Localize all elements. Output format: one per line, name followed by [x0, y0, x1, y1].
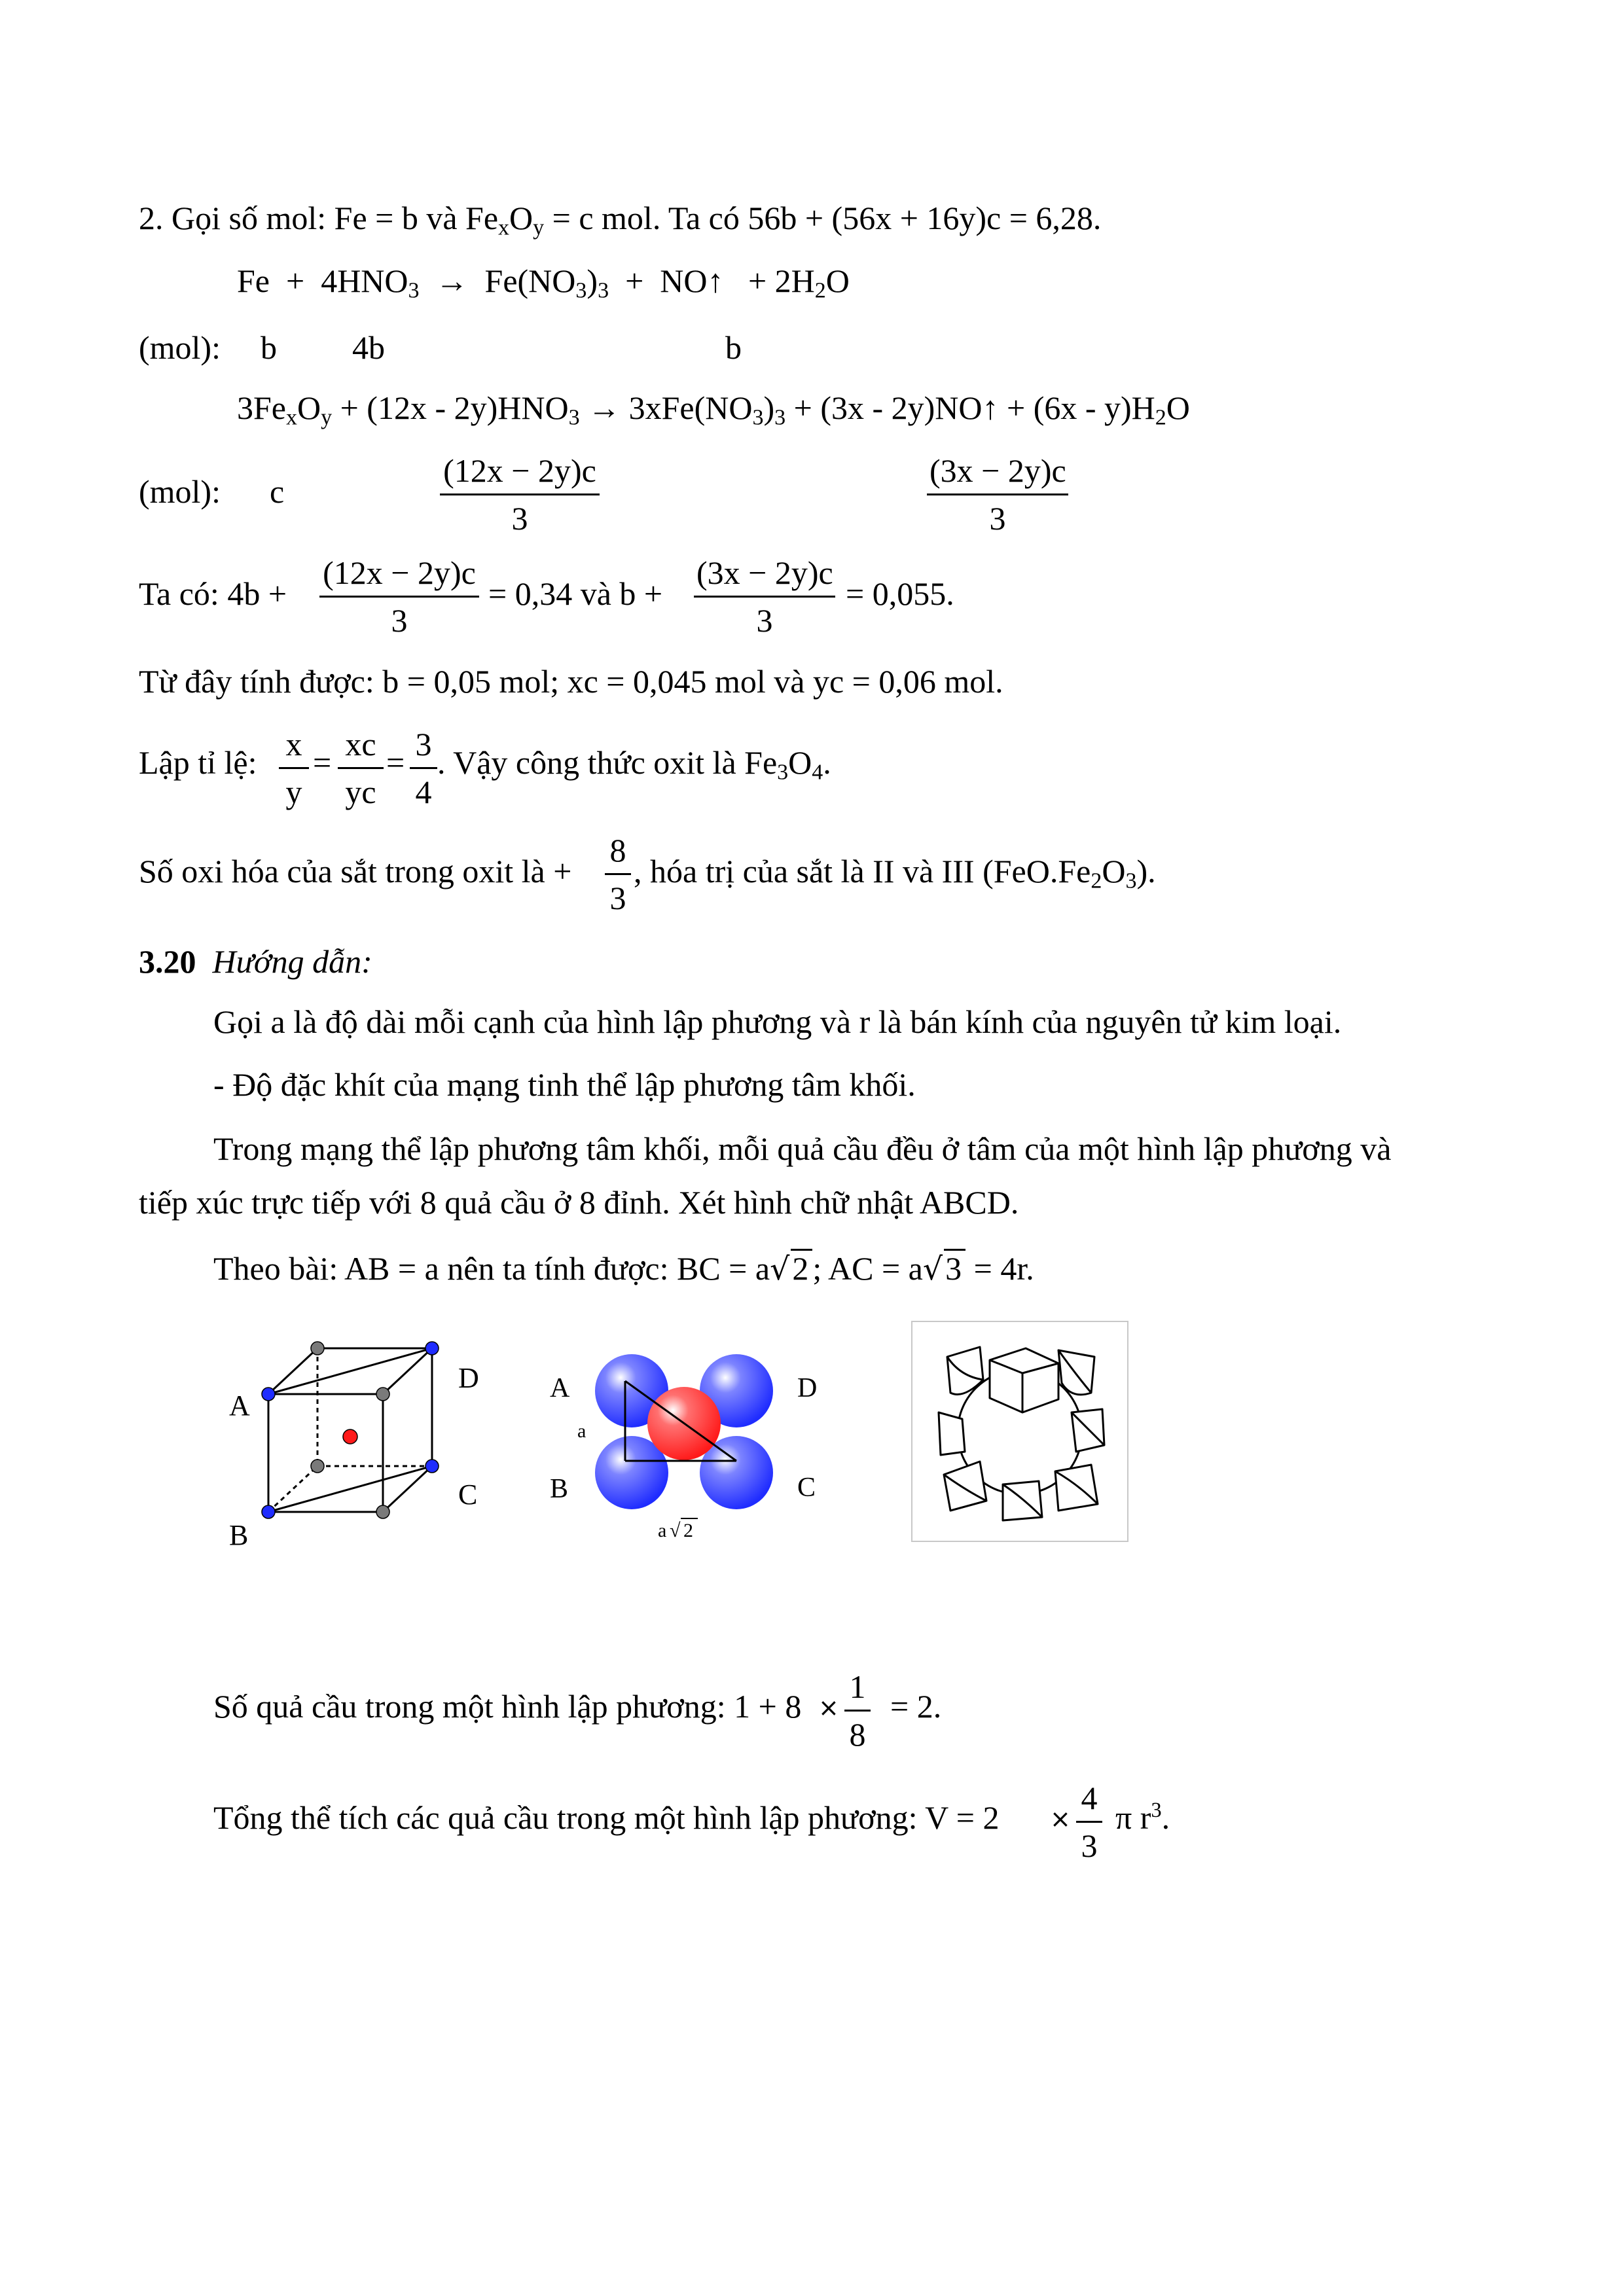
paragraph-3b: tiếp xúc trực tiếp với 8 quả cầu ở 8 đỉnh. Xét hình chữ nhật ABCD. [139, 1184, 1019, 1221]
taco-fraction-1: $\frac{(12x - 2y)c}{3}$ [319, 556, 479, 637]
spheres-figure [537, 1329, 844, 1551]
atom-b [262, 1505, 275, 1518]
ratio-post: . Vậy công thức oxit là $Fe_3O_4$. [437, 744, 831, 785]
paragraph-3a: Trong mạng thể lập phương tâm khối, mỗi quả cầu đều ở tâm của một hình lập phương và [213, 1130, 1392, 1167]
spheres-label-d: D [797, 1373, 818, 1403]
bcc-cube-figure [216, 1329, 517, 1551]
equation-fe-hno3: $Fe + 4HNO_3 \to Fe(NO_3)_3$ + NO↑ + $2H_2O$ [237, 262, 850, 303]
cube-label-a: A [229, 1390, 250, 1422]
paragraph-2: - Độ đặc khít của mạng tinh thể lập phương tâm khối. [213, 1066, 916, 1103]
paragraph-1: Gọi a là độ dài mỗi cạnh của hình lập phương và r là bán kính của nguyên tử kim loại. [213, 1003, 1342, 1040]
atom-d [425, 1342, 439, 1355]
mol-row-1-b: b [261, 329, 277, 366]
oxidation-fraction: $\frac{8}{3}$ [605, 834, 631, 914]
svg-text:2: 2 [683, 1520, 693, 1541]
label-a-sqrt2 [658, 1518, 698, 1541]
ratio-frac-xc-yc: $\frac{xc}{yc}$ [338, 728, 384, 808]
ratio-prefix: Lập tỉ lệ: [139, 744, 257, 781]
atom-gray [311, 1342, 324, 1355]
count-times: × [818, 1693, 839, 1722]
mol-row-2-label: (mol): [139, 473, 221, 510]
taco-post: = 0,055. [846, 575, 954, 612]
ratio-eq-1: = [313, 744, 332, 781]
svg-text:a: a [658, 1520, 667, 1541]
atom-gray [376, 1388, 389, 1401]
section-heading: 3.20 Hướng dẫn: [139, 943, 372, 980]
fraction-3x-2y: $\frac{(3x - 2y)c}{3}$ [927, 454, 1068, 535]
atom-gray [376, 1505, 389, 1518]
oxidation-post: , hóa trị của sắt là II và III $(FeO.Fe_2O_3)$. [634, 853, 1156, 893]
mol-row-2-c: c [270, 473, 285, 510]
atom-gray [311, 1460, 324, 1473]
fraction-12x-2y: $\frac{(12x - 2y)c}{3}$ [440, 454, 600, 535]
spheres-label-a: A [550, 1373, 570, 1403]
sqrt-2: √2 [770, 1249, 812, 1285]
atom-center [343, 1429, 357, 1444]
equation-fexoy-hno3: $3Fe_xO_y + (12x - 2y)HNO_3 \to 3xFe(NO_3)_3 + (3x$ - 2y)NO↑ + $(6x - y)H_2O$ [237, 389, 1190, 430]
paragraph-4: Theo bài: AB = a nên ta tính được: BC = a√2 ; AC = a√3 = 4r. [213, 1250, 1034, 1287]
mol-row-1-4b: 4b [352, 329, 385, 366]
volume-fraction: $\frac{4}{3}$ [1076, 1782, 1102, 1862]
taco-mid: = 0,34 và b + [488, 575, 663, 612]
cube-label-d: D [458, 1362, 479, 1394]
count-prefix: Số quả cầu trong một hình lập phương: 1 + 8 [213, 1688, 802, 1725]
atom-a [262, 1388, 275, 1401]
spheres-label-b: B [550, 1474, 569, 1504]
ratio-frac-3-4: $\frac{3}{4}$ [410, 728, 437, 808]
intro-line: 2. Gọi số mol: Fe = b và $Fe_xO_y = c$ mol. Ta có 56b + (56x + 16y)c = 6,28. [139, 200, 1102, 240]
oxidation-prefix: Số oxi hóa của sắt trong oxit là + [139, 853, 572, 889]
mol-row-1-b2: b [725, 329, 742, 366]
unit-cell-figure [911, 1321, 1128, 1542]
ratio-eq-2: = [386, 744, 405, 781]
count-fraction: $\frac{1}{8}$ [844, 1670, 871, 1751]
result-line: Từ đây tính được: b = 0,05 mol; xc = 0,045 mol và yc = 0,06 mol. [139, 663, 1003, 700]
volume-post: π $r^3$. [1115, 1799, 1170, 1836]
volume-prefix: Tổng thể tích các quả cầu trong một hình lập phương: V = 2 [213, 1799, 1000, 1836]
taco-fraction-2: $\frac{(3x - 2y)c}{3}$ [694, 556, 835, 637]
volume-times: × [1050, 1804, 1071, 1833]
svg-text:√: √ [670, 1520, 681, 1541]
ratio-frac-x-y: $\frac{x}{y}$ [279, 728, 309, 808]
atom-c [425, 1460, 439, 1473]
spheres-label-c: C [797, 1473, 816, 1503]
cube-label-b: B [229, 1519, 249, 1551]
count-post: = 2. [890, 1688, 942, 1725]
taco-prefix: Ta có: 4b + [139, 575, 287, 612]
cube-label-c: C [458, 1479, 478, 1511]
sqrt-3: √3 [923, 1249, 965, 1285]
mol-row-1-label: (mol): [139, 329, 221, 366]
label-side-a: a [577, 1420, 586, 1442]
